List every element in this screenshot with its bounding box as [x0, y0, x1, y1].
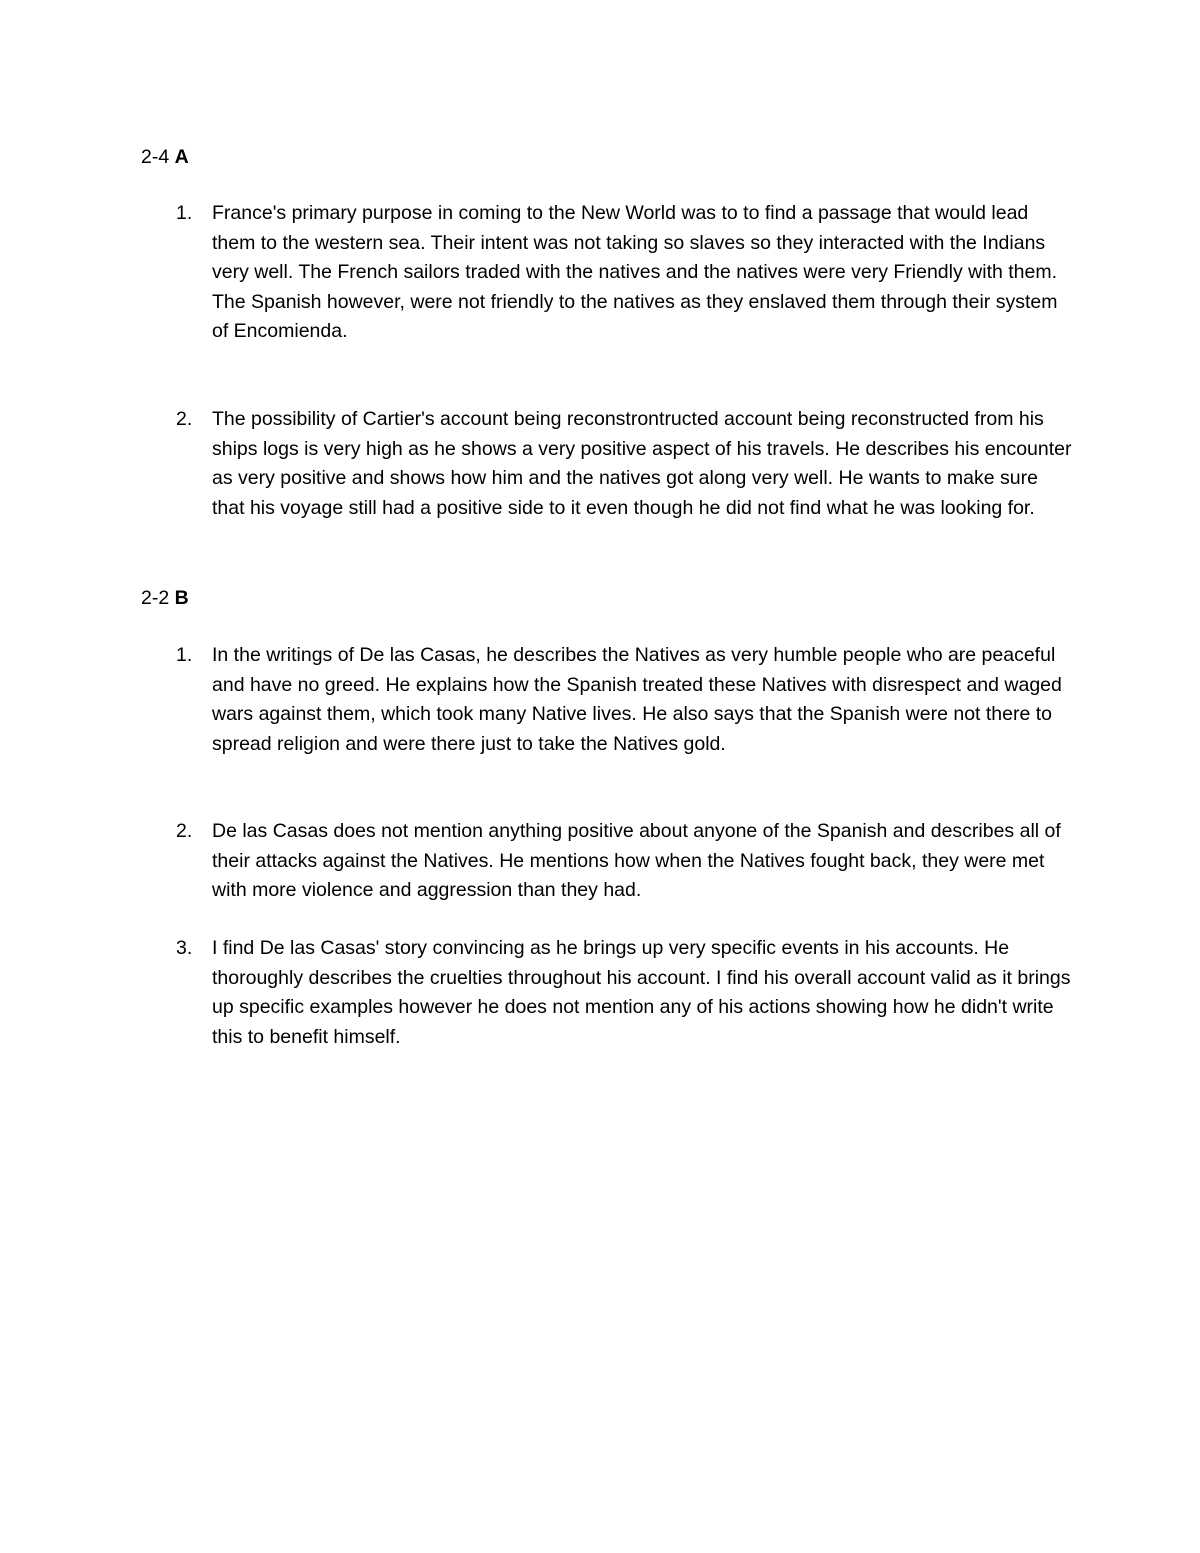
section-letter: A: [174, 146, 189, 168]
section-letter: B: [174, 587, 189, 609]
list-item-text: In the writings of De las Casas, he describes the Natives as very humble people who are peaceful and have no greed. He explains how the Spanish treated these Natives with disrespect and waged wars against them, which took many Native lives. He also says that the Spanish were not there to spread religion and were there just to take the Natives gold.: [212, 644, 1062, 755]
section-heading-2-2-b: [141, 586, 189, 610]
list-item-number: 1.: [176, 644, 193, 666]
section-prefix: 2-4: [141, 146, 175, 168]
list-item-text: I find De las Casas' story convincing as he brings up very specific events in his accounts. He thoroughly describes the cruelties throughout his account. I find his overall account valid as it brings up specific examples however he does not mention any of his actions showing how he didn't write this to benefit himself.: [212, 937, 1071, 1048]
list-item-number: 1.: [176, 202, 193, 224]
list-item-a2: [141, 405, 1081, 523]
list-item-number: 2.: [176, 820, 193, 842]
section-prefix: 2-2: [141, 587, 175, 609]
section-heading-2-4-a: [141, 145, 189, 169]
list-item-number: 3.: [176, 937, 193, 959]
list-item-b3: [141, 934, 1081, 1052]
list-item-b2: [141, 817, 1081, 906]
list-item-a1: [141, 199, 1081, 347]
list-item-number: 2.: [176, 408, 193, 430]
list-item-text: The possibility of Cartier's account being reconstrontructed account being reconstructed from his ships logs is very high as he shows a very positive aspect of his travels. He describes his encounter as very positive and shows how him and the natives got along very well. He wants to make sure that his voyage still had a positive side to it even though he did not find what he was looking for.: [212, 408, 1072, 519]
list-item-b1: [141, 641, 1081, 759]
list-item-text: France's primary purpose in coming to the New World was to to find a passage that would lead them to the western sea. Their intent was not taking so slaves so they interacted with the Indians very well. The French sailors traded with the natives and the natives were very Friendly with them. The Spanish however, were not friendly to the natives as they enslaved them through their system of Encomienda.: [212, 202, 1058, 343]
list-item-text: De las Casas does not mention anything positive about anyone of the Spanish and describes all of their attacks against the Natives. He mentions how when the Natives fought back, they were met with more violence and aggression than they had.: [212, 820, 1061, 902]
